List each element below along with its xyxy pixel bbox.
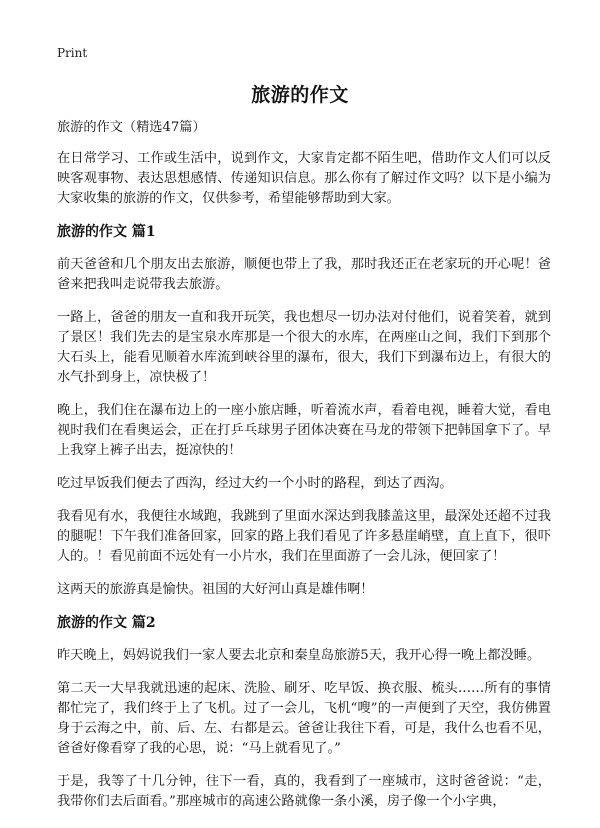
- paragraph: 第二天一大早我就迅速的起床、洗脸、刷牙、吃早饭、换衣服、梳头……所有的事情都忙完了，我们终于上了飞机。过了一会儿，飞机“嗖”的一声便到了天空，我仿佛置身于云海之中，前、后、左、右都是云。爸爸让我往下看，可是，我什么也看不见，爸爸好像看穿了我的心思，说：“马上就看见了。”: [57, 681, 551, 756]
- article-subtitle: 旅游的作文（精选47篇）: [57, 120, 206, 135]
- print-link[interactable]: Print: [57, 46, 88, 60]
- paragraph: 晚上，我们住在瀑布边上的一座小旅店睡，听着流水声，看着电视，睡着大觉，看电视时我们在看奥运会，正在打乒乓球男子团体决赛在马龙的带领下把韩国拿下了。早上我穿上裤子出去，挺凉快的！: [57, 403, 551, 458]
- section-heading-2: 旅游的作文 篇2: [57, 615, 156, 631]
- paragraph: 昨天晚上，妈妈说我们一家人要去北京和秦皇岛旅游5天，我开心得一晚上都没睡。: [57, 648, 541, 663]
- paragraph: 一路上，爸爸的朋友一直和我开玩笑，我也想尽一切办法对付他们，说着笑着，就到了景区！我们先去的是宝泉水库那是一个很大的水库，在两座山之间，我们下到那个大石头上，能看见顺着水库流到峡谷里的瀑布，很大，我们下到瀑布边上，有很大的水气扑到身上，凉快极了！: [57, 310, 551, 385]
- paragraph: 前天爸爸和几个朋友出去旅游，顺便也带上了我，那时我还正在老家玩的开心呢！爸爸来把我叫走说带我去旅游。: [57, 257, 551, 292]
- paragraph: 我看见有水，我便往水域跑，我跳到了里面水深达到我膝盖这里，最深处还超不过我的腿呢！下午我们准备回家，回家的路上我们看见了许多悬崖峭壁，直上直下，很吓人的。！看见前面不远处有一小片水，我们在里面游了一会儿泳，便回家了！: [57, 509, 551, 564]
- section-heading-1: 旅游的作文 篇1: [57, 224, 156, 240]
- article-body: [57, 118, 551, 825]
- page-title: 旅游的作文: [251, 84, 349, 106]
- paragraph: 于是，我等了十几分钟，往下一看，真的，我看到了一座城市，这时爸爸说：“走，我带你们去后面看。”那座城市的高速公路就像一条小溪，房子像一个小字典，: [57, 774, 551, 809]
- intro-paragraph: 在日常学习、工作或生活中，说到作文，大家肯定都不陌生吧，借助作文人们可以反映客观事物、表达思想感情、传递知识信息。那么你有了解过作文吗？以下是小编为大家收集的旅游的作文，仅供参考，希望能够帮助到大家。: [57, 151, 551, 206]
- paragraph: 吃过早饭我们便去了西沟，经过大约一个小时的路程，到达了西沟。: [57, 476, 453, 491]
- paragraph: 这两天的旅游真是愉快。祖国的大好河山真是雄伟啊！: [57, 582, 374, 597]
